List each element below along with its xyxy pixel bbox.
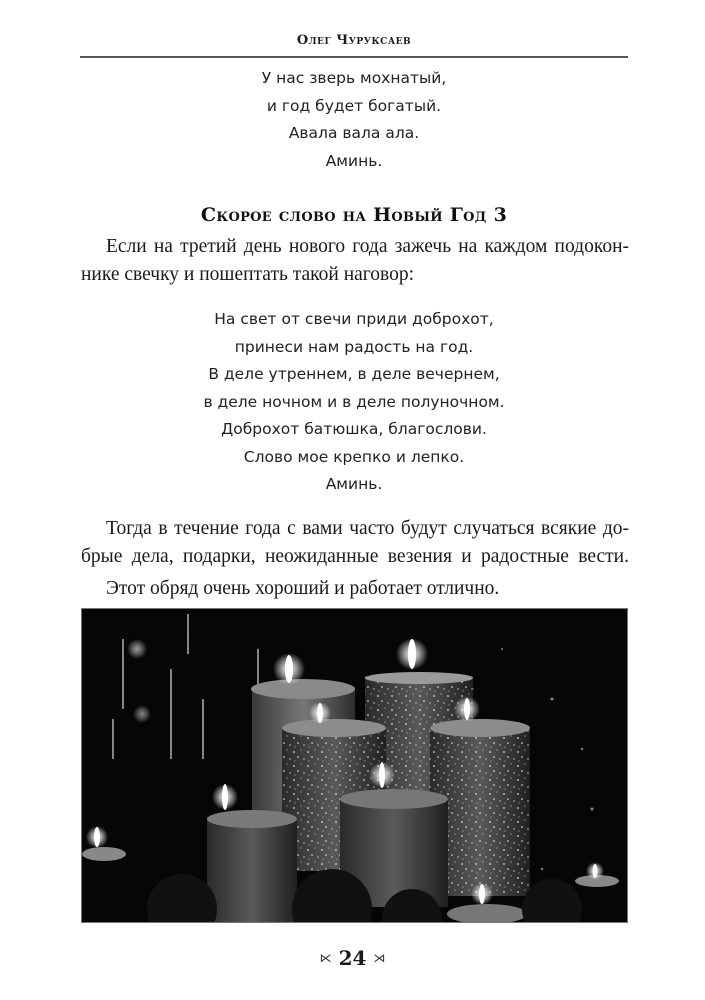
paragraph-line: брые дела, подарки, неожиданные везения и радостные вести. [81, 546, 629, 567]
intro-paragraph [81, 233, 629, 289]
verse-line: принеси нам радость на год. [234, 337, 474, 356]
ornament-left-icon: ⋉ [319, 951, 332, 965]
paragraph-line: нике свечку и пошептать такой наговор: [81, 264, 415, 285]
page-number: 24 [338, 946, 367, 970]
paragraph-line: Этот обряд очень хороший и работает отлично. [106, 578, 500, 599]
outro-paragraph [81, 515, 629, 571]
header-rule [80, 56, 628, 58]
paragraph-line: Тогда в течение года с вами часто будут случаться всякие до- [106, 518, 629, 539]
verse-line: Слово мое крепко и лепко. [243, 447, 465, 466]
paragraph-line: Если на третий день нового года зажечь на каждом подокон- [106, 236, 629, 257]
page-number-footer [0, 946, 705, 970]
verse-line: У нас зверь мохнатый, [261, 69, 447, 87]
closing-paragraph [81, 575, 629, 603]
running-head-author: Олег Чуруксаев [296, 33, 412, 48]
verse-block-2 [80, 306, 628, 499]
verse-line: Доброхот батюшка, благослови. [221, 420, 487, 438]
verse-line: в деле ночном и в деле полуночном. [203, 392, 505, 411]
verse-line: Аминь. [325, 475, 383, 493]
section-heading: Скорое слово на Новый Год 3 [200, 204, 508, 226]
candles-illustration [81, 608, 628, 923]
verse-line: В деле утреннем, в деле вечернем, [208, 365, 500, 383]
candles-image [82, 609, 627, 922]
verse-line: На свет от свечи приди доброхот, [214, 310, 494, 328]
verse-line: Аминь. [325, 151, 383, 170]
verse-line: Авала вала ала. [288, 124, 420, 142]
verse-line: и год будет богатый. [266, 96, 442, 115]
ornament-right-icon: ⋊ [373, 951, 386, 965]
verse-block-1 [80, 65, 628, 175]
